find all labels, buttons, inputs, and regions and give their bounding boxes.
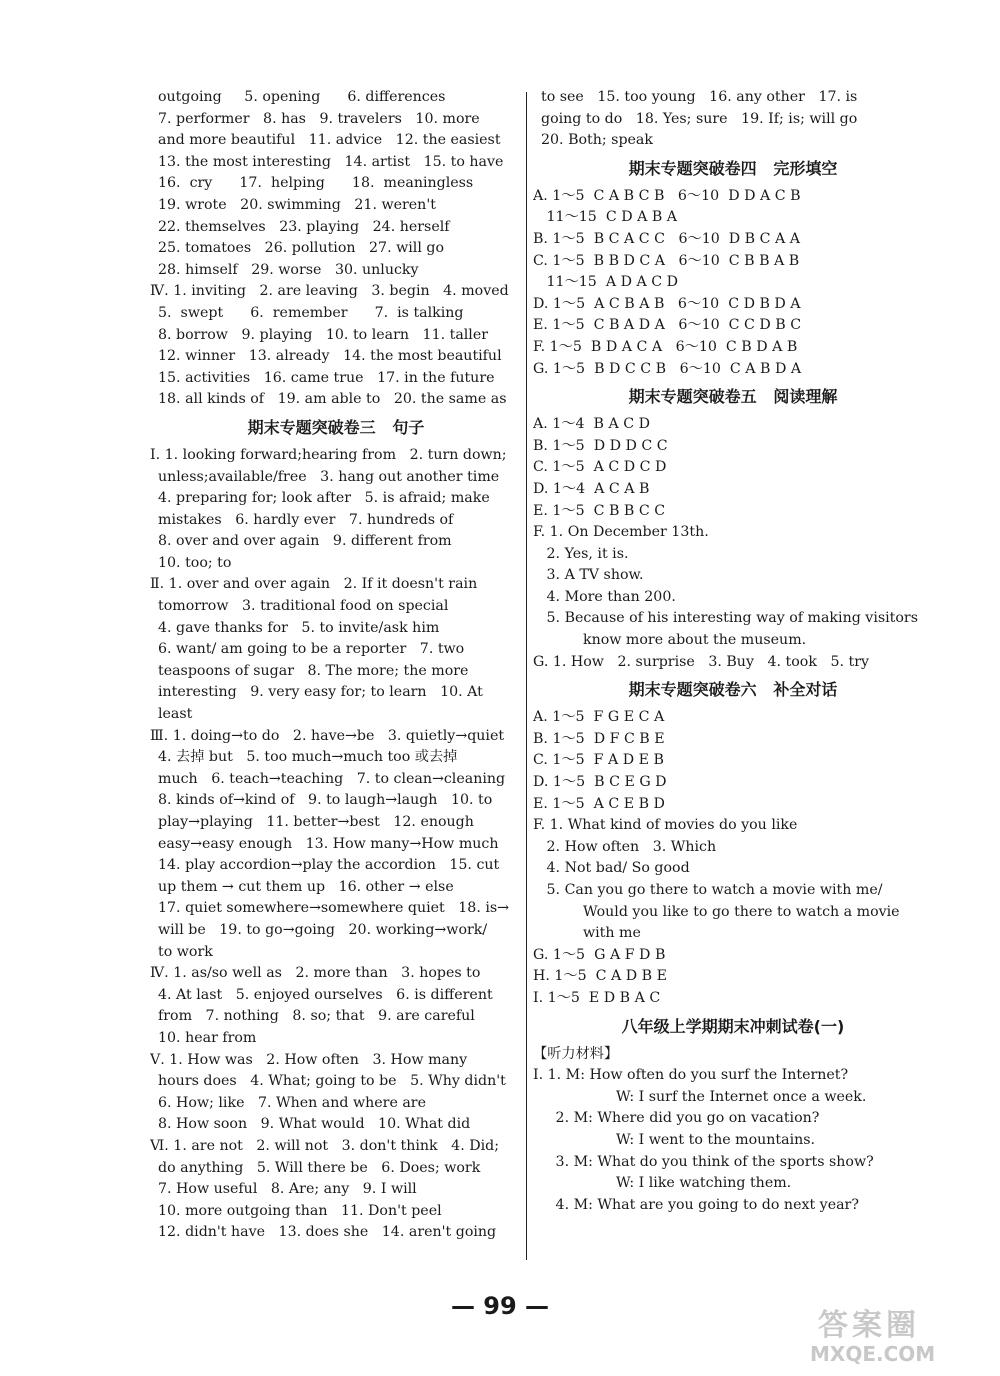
section-heading: 期末专题突破卷三 句子 [247, 417, 425, 437]
answer-line: 2. M: Where did you go on vacation? [533, 1110, 820, 1127]
answer-line: B. 1～5 B C A C C 6～10 D B C A A [533, 230, 800, 247]
answer-line: F. 1. What kind of movies do you like [533, 817, 798, 834]
answer-line: 11～15 C D A B A [533, 209, 678, 226]
answer-line: F. 1. On December 13th. [533, 524, 709, 541]
answer-line: 22. themselves 23. playing 24. herself [158, 218, 450, 235]
answer-line: A. 1～5 C A B C B 6～10 D D A C B [533, 187, 801, 204]
answer-line: E. 1～5 A C E B D [533, 795, 665, 812]
answer-line: 7. How useful 8. Are; any 9. I will [158, 1181, 417, 1198]
answer-line: W: I like watching them. [616, 1175, 792, 1192]
answer-line: 5. Because of his interesting way of making visitors [533, 610, 918, 627]
answer-line: 8. over and over again 9. different from [158, 533, 452, 550]
answer-line: Ⅱ. 1. over and over again 2. If it doesn't rain [150, 576, 478, 593]
section-heading: 期末专题突破卷四 完形填空 [628, 158, 838, 178]
answer-line: Ⅳ. 1. as/so well as 2. more than 3. hopes to [150, 965, 481, 982]
answer-line: 13. the most interesting 14. artist 15. to have [158, 153, 504, 170]
answer-line: B. 1～5 D D D C C [533, 437, 668, 454]
answer-line: 2. Yes, it is. [533, 545, 629, 562]
watermark-logo: 答案圈 MXQE.COM [810, 1308, 936, 1366]
answer-line: Ⅴ. 1. How was 2. How often 3. How many [150, 1051, 468, 1068]
answer-line: 10. too; to [158, 554, 232, 571]
answer-line: play→playing 11. better→best 12. enough [158, 814, 474, 830]
section-heading: 期末专题突破卷五 阅读理解 [628, 387, 838, 407]
answer-line: D. 1～5 A C B A B 6～10 C D B D A [533, 295, 801, 312]
answer-line: C. 1～5 A C D C D [533, 459, 667, 476]
answer-line: Ⅰ. 1. M: How often do you surf the Internet? [533, 1067, 849, 1084]
answer-line: tomorrow 3. traditional food on special [158, 598, 449, 615]
answer-line: 4. 去掉 but 5. too much→much too 或去掉 [158, 749, 458, 766]
answer-line: E. 1～5 C B B C C [533, 502, 666, 519]
answer-line: to see 15. too young 16. any other 17. is [541, 89, 858, 105]
answer-line: least [158, 706, 193, 723]
answer-line: from 7. nothing 8. so; that 9. are careful [158, 1008, 475, 1025]
answer-line: 10. hear from [158, 1029, 257, 1046]
answer-line: 19. wrote 20. swimming 21. weren't [158, 196, 436, 213]
answer-line: 17. quiet somewhere→somewhere quiet 18. is→ [158, 900, 510, 917]
answer-line: to work [158, 943, 213, 960]
answer-line: 10. more outgoing than 11. Don't peel [158, 1202, 442, 1219]
answer-line: 8. How soon 9. What would 10. What did [158, 1116, 471, 1133]
answer-line: 14. play accordion→play the accordion 15. cut [158, 857, 500, 874]
answer-line: 6. want/ am going to be a reporter 7. two [158, 641, 465, 658]
answer-line: outgoing 5. opening 6. differences [158, 89, 446, 105]
answer-line: 2. How often 3. Which [533, 838, 717, 855]
answer-line: hours does 4. What; going to be 5. Why didn't [158, 1073, 506, 1090]
answer-line: 20. Both; speak [541, 132, 653, 149]
answer-line: unless;available/free 3. hang out another time [158, 468, 500, 485]
section-heading: 期末专题突破卷六 补全对话 [628, 680, 838, 700]
answer-line: 4. More than 200. [533, 588, 676, 605]
answer-line: 18. all kinds of 19. am able to 20. the same as [158, 391, 507, 408]
answer-line: 15. activities 16. came true 17. in the future [158, 369, 495, 386]
answer-line: 4. preparing for; look after 5. is afraid; make [158, 490, 490, 507]
answer-line: Ⅵ. 1. are not 2. will not 3. don't think 4. Did; [150, 1137, 499, 1154]
answer-line: with me [583, 925, 641, 942]
answer-line: Ⅰ. 1. looking forward;hearing from 2. turn down; [150, 446, 507, 463]
answer-line: 4. Not bad/ So good [533, 860, 690, 877]
answer-line: 6. How; like 7. When and where are [158, 1094, 426, 1111]
column-divider [526, 92, 527, 1260]
answer-line: 5. swept 6. remember 7. is talking [158, 304, 464, 321]
answer-line: and more beautiful 11. advice 12. the easiest [158, 132, 501, 149]
answer-line: G. 1～5 G A F D B [533, 946, 666, 963]
page-number: — 99 — [450, 1292, 550, 1320]
answer-line: 8. kinds of→kind of 9. to laugh→laugh 10. to [158, 792, 493, 809]
answer-line: A. 1～5 F G E C A [533, 709, 665, 726]
answer-line: 12. didn't have 13. does she 14. aren't going [158, 1224, 497, 1241]
answer-line: much 6. teach→teaching 7. to clean→cleaning [158, 770, 506, 787]
answer-line: 4. gave thanks for 5. to invite/ask him [158, 619, 440, 636]
answer-line: 4. At last 5. enjoyed ourselves 6. is different [158, 986, 493, 1003]
answer-line: 8. borrow 9. playing 10. to learn 11. taller [158, 326, 489, 343]
answer-line: interesting 9. very easy for; to learn 10. At [158, 684, 483, 701]
answer-line: know more about the museum. [583, 632, 807, 649]
section-heading: 八年级上学期期末冲刺试卷(一) [621, 1016, 845, 1036]
answer-line: D. 1～5 B C E G D [533, 774, 667, 791]
answer-line: W: I surf the Internet once a week. [616, 1088, 867, 1105]
answer-line: Ⅲ. 1. doing→to do 2. have→be 3. quietly→quiet [150, 727, 505, 744]
answer-line: easy→easy enough 13. How many→How much [158, 835, 499, 852]
answer-line: C. 1～5 B B D C A 6～10 C B B A B [533, 252, 800, 269]
answer-line: 3. A TV show. [533, 567, 644, 584]
right-column [533, 87, 933, 1216]
answer-line: mistakes 6. hardly ever 7. hundreds of [158, 511, 454, 528]
answer-line: G. 1～5 B D C C B 6～10 C A B D A [533, 360, 802, 377]
answer-line: teaspoons of sugar 8. The more; the more [158, 662, 469, 679]
answer-line: B. 1～5 D F C B E [533, 730, 665, 747]
answer-line: 4. M: What are you going to do next year? [533, 1196, 859, 1213]
answer-line: 【听力材料】 [533, 1045, 619, 1062]
answer-line: 12. winner 13. already 14. the most beautiful [158, 348, 502, 365]
answer-line: will be 19. to go→going 20. working→work/ [158, 921, 488, 938]
answer-line: D. 1～4 A C A B [533, 480, 650, 497]
answer-line: 7. performer 8. has 9. travelers 10. more [158, 110, 480, 127]
answer-line: A. 1～4 B A C D [533, 416, 650, 433]
answer-line: 11～15 A D A C D [533, 274, 678, 291]
left-column [150, 87, 522, 1244]
answer-line: up them → cut them up 16. other → else [158, 878, 454, 895]
answer-line: 5. Can you go there to watch a movie with me/ [533, 882, 883, 898]
answer-line: 28. himself 29. worse 30. unlucky [158, 261, 419, 278]
answer-line: E. 1～5 C B A D A 6～10 C C D B C [533, 317, 802, 334]
answer-line: W: I went to the mountains. [616, 1131, 816, 1148]
answer-line: 25. tomatoes 26. pollution 27. will go [158, 240, 444, 257]
answer-line: Would you like to go there to watch a movie [583, 903, 900, 920]
answer-line: going to do 18. Yes; sure 19. If; is; will go [541, 110, 858, 127]
answer-line: do anything 5. Will there be 6. Does; work [158, 1159, 481, 1176]
answer-line: C. 1～5 F A D E B [533, 752, 664, 769]
answer-line: Ⅳ. 1. inviting 2. are leaving 3. begin 4. moved [150, 283, 509, 300]
answer-line: H. 1～5 C A D B E [533, 968, 667, 985]
answer-line: F. 1～5 B D A C A 6～10 C B D A B [533, 338, 798, 355]
watermark-text: MXQE.COM [810, 1342, 936, 1366]
answer-line: 3. M: What do you think of the sports show? [533, 1153, 874, 1170]
answer-line: I. 1～5 E D B A C [533, 989, 661, 1006]
answer-line: 16. cry 17. helping 18. meaningless [158, 175, 474, 192]
answer-line: G. 1. How 2. surprise 3. Buy 4. took 5. try [533, 653, 869, 670]
